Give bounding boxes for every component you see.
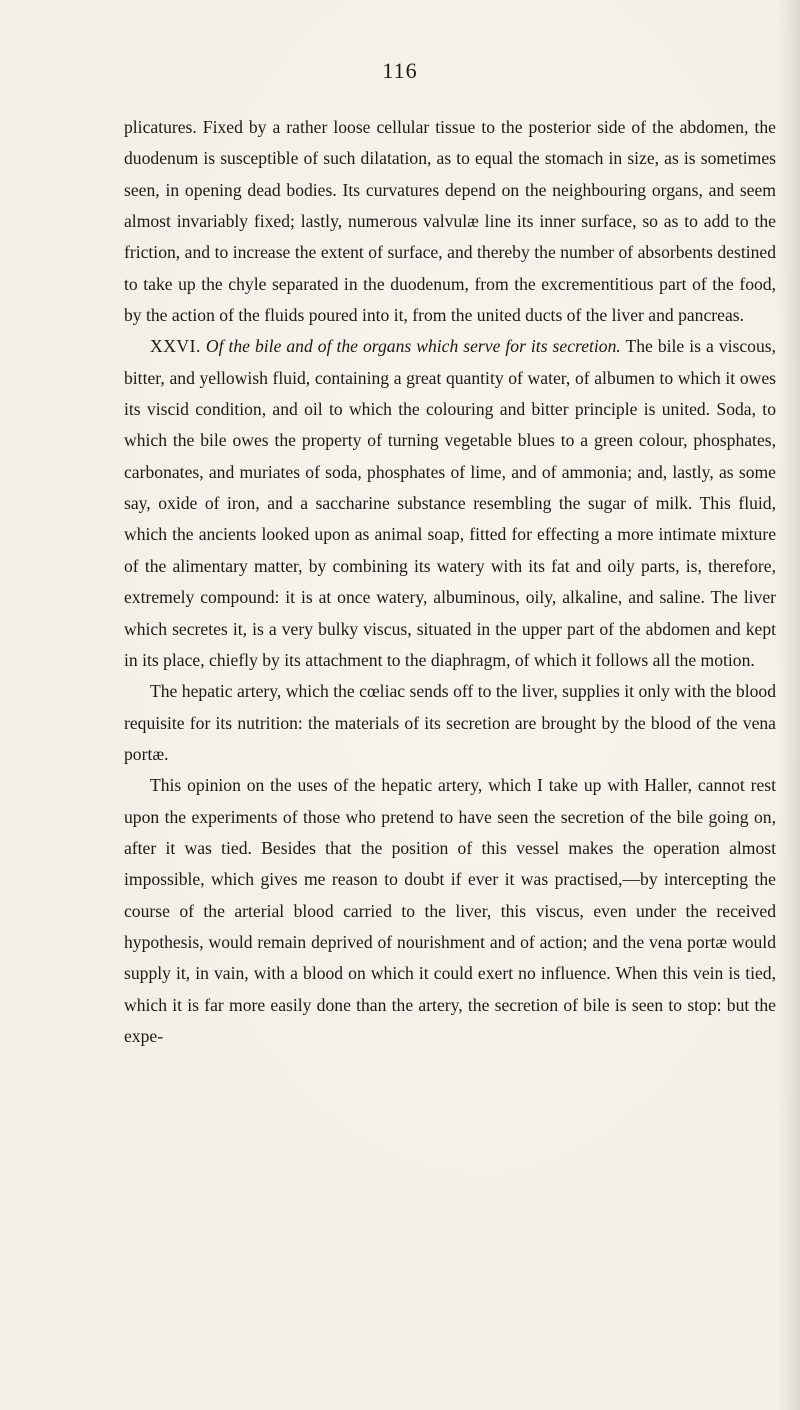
page-edge-shadow <box>778 0 800 1410</box>
paragraph-bile <box>124 331 776 676</box>
page-number: 116 <box>382 58 418 83</box>
section-title: Of the bile and of the organs which serve for its secretion. <box>205 336 621 357</box>
paragraph-hepatic-artery: The hepatic artery, which the cœliac sends off to the liver, supplies it only with the blood requisite for its nutrition: the materials of its secretion are brought by the blood of the vena portæ. <box>124 681 776 764</box>
section-number: XXVI. <box>150 336 201 357</box>
body-text <box>124 112 776 1052</box>
paragraph-opinion: This opinion on the uses of the hepatic artery, which I take up with Haller, cannot rest upon the experiments of those who pretend to have seen the secretion of the bile going on, after it was tied. Besides that the position of this vessel makes the operation almost impossible, which gives me reason to doubt if ever it was practised,—by intercepting the course of the arterial blood carried to the liver, this viscus, even under the received hypothesis, would remain deprived of nourishment and of action; and the vena portæ would supply it, in vain, with a blood on which it could exert no influence. When this vein is tied, which it is far more easily done than the artery, the secretion of bile is seen to stop: but the expe- <box>124 775 776 1046</box>
paragraph-bile-body: The bile is a viscous, bitter, and yellowish fluid, containing a great quantity of water, of albumen to which it owes its viscid condition, and oil to which the colouring and bitter principle is united. Soda, to which the bile owes the property of turning vegetable blues to a green colour, phosphates, carbonates, and muriates of soda, phosphates of lime, and of ammonia; and, lastly, as some say, oxide of iron, and a saccharine substance resembling the sugar of milk. This fluid, which the ancients looked upon as animal soap, fitted for effecting a more intimate mixture of the alimentary matter, by combining its watery with its fat and oily parts, is, therefore, extremely compound: it is at once watery, albuminous, oily, alkaline, and saline. The liver which secretes it, is a very bulky viscus, situated in the upper part of the abdomen and kept in its place, chiefly by its attachment to the diaphragm, of which it follows all the motion. <box>124 336 776 670</box>
paragraph-duodenum: plicatures. Fixed by a rather loose cellular tissue to the posterior side of the abdomen, the duodenum is susceptible of such dilatation, as to equal the stomach in size, as is sometimes seen, in opening dead bodies. Its curvatures depend on the neighbouring organs, and seem almost invariably fixed; lastly, numerous valvulæ line its inner surface, so as to add to the friction, and to increase the extent of surface, and thereby the number of absorbents destined to take up the chyle separated in the duodenum, from the excrementitious part of the food, by the action of the fluids poured into it, from the united ducts of the liver and pancreas. <box>124 117 776 326</box>
